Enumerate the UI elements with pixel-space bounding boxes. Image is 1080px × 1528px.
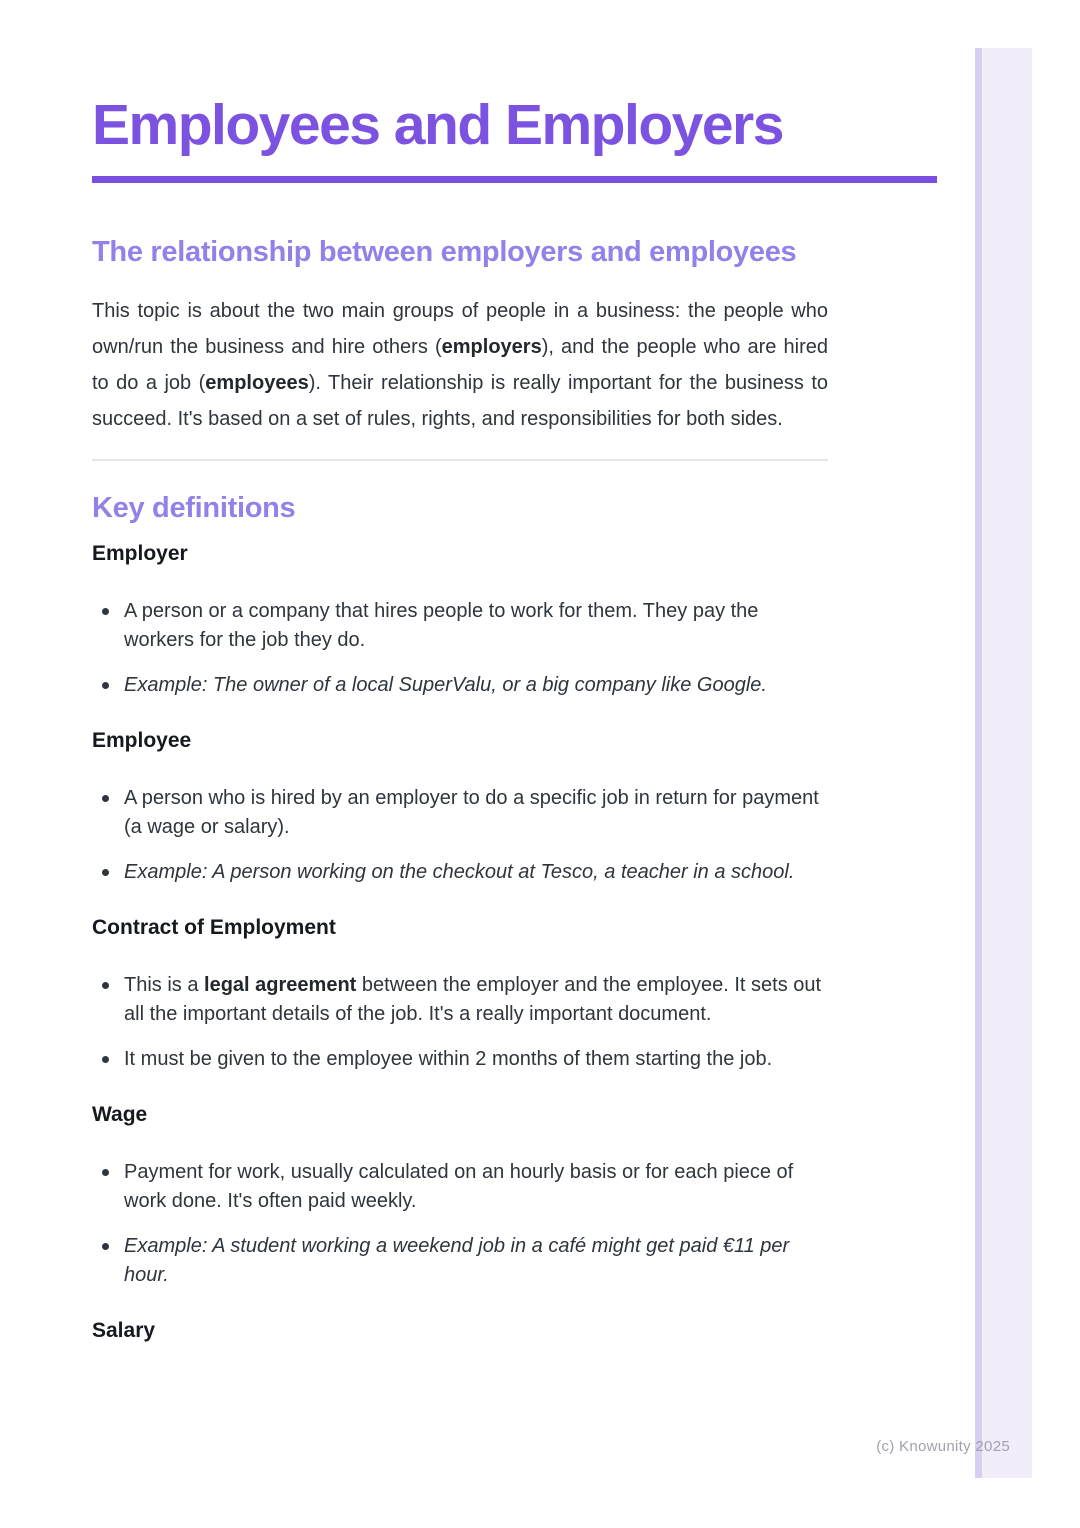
definition-text: A person or a company that hires people to work for them. They pay the workers for the job they do.	[124, 600, 759, 651]
definition-list-employer	[92, 597, 828, 700]
bullet-icon	[102, 1169, 109, 1176]
bold-term-employees: employees	[205, 372, 309, 394]
bold-term-legal-agreement: legal agreement	[204, 974, 357, 996]
definition-list-employee	[92, 784, 828, 887]
list-item-example	[124, 858, 828, 887]
list-item-example	[124, 671, 828, 700]
example-text: Example: A person working on the checkout at Tesco, a teacher in a school.	[124, 861, 795, 883]
page-title: Employees and Employers	[92, 92, 937, 183]
example-text: Example: A student working a weekend job in a café might get paid €11 per hour.	[124, 1235, 790, 1286]
section-divider	[92, 459, 828, 461]
page-content	[92, 0, 937, 1344]
list-item	[124, 597, 828, 655]
contract-text-part: between the employer and the employee. It sets out all the important details of the job. It's a really important document.	[124, 974, 822, 1025]
copyright-text: (c) Knowunity 2025	[876, 1438, 1010, 1455]
bullet-icon	[102, 795, 109, 802]
bullet-icon	[102, 982, 109, 989]
bold-term-employers: employers	[441, 336, 542, 358]
definition-list-contract	[92, 971, 828, 1074]
intro-text-part: ). Their relationship is really important for the business to succeed. It's based on a set of rules, rights, and responsibilities for both sides.	[92, 372, 828, 430]
bullet-icon	[102, 608, 109, 615]
intro-text-part: ), and the people who are hired to do a job (	[92, 336, 828, 394]
list-item-example	[124, 1232, 828, 1290]
definition-text: It must be given to the employee within 2 months of them starting the job.	[124, 1048, 773, 1070]
definition-term-contract: Contract of Employment	[92, 916, 336, 939]
definition-text	[124, 974, 821, 1025]
intro-text-part: This topic is about the two main groups of people in a business: the people who own/run the business and hire others (	[92, 300, 828, 358]
definition-term-wage: Wage	[92, 1103, 148, 1126]
bullet-icon	[102, 869, 109, 876]
list-item	[124, 971, 828, 1029]
intro-paragraph	[92, 293, 828, 437]
key-definitions-heading: Key definitions	[92, 492, 296, 524]
example-text: Example: The owner of a local SuperValu, or a big company like Google.	[124, 674, 767, 696]
list-item	[124, 784, 828, 842]
list-item	[124, 1158, 828, 1216]
definition-term-employee: Employee	[92, 729, 192, 752]
page-edge-strip	[975, 48, 1032, 1478]
definition-term-salary: Salary	[92, 1319, 156, 1342]
definition-list-wage	[92, 1158, 828, 1290]
bullet-icon	[102, 682, 109, 689]
list-item	[124, 1045, 828, 1074]
intro-section-heading: The relationship between employers and employees	[92, 236, 797, 268]
definition-term-employer: Employer	[92, 542, 188, 565]
definition-text: Payment for work, usually calculated on an hourly basis or for each piece of work done. It's often paid weekly.	[124, 1161, 794, 1212]
bullet-icon	[102, 1243, 109, 1250]
bullet-icon	[102, 1056, 109, 1063]
definition-text: A person who is hired by an employer to do a specific job in return for payment (a wage or salary).	[124, 787, 819, 838]
contract-text-part: This is a	[124, 974, 205, 996]
